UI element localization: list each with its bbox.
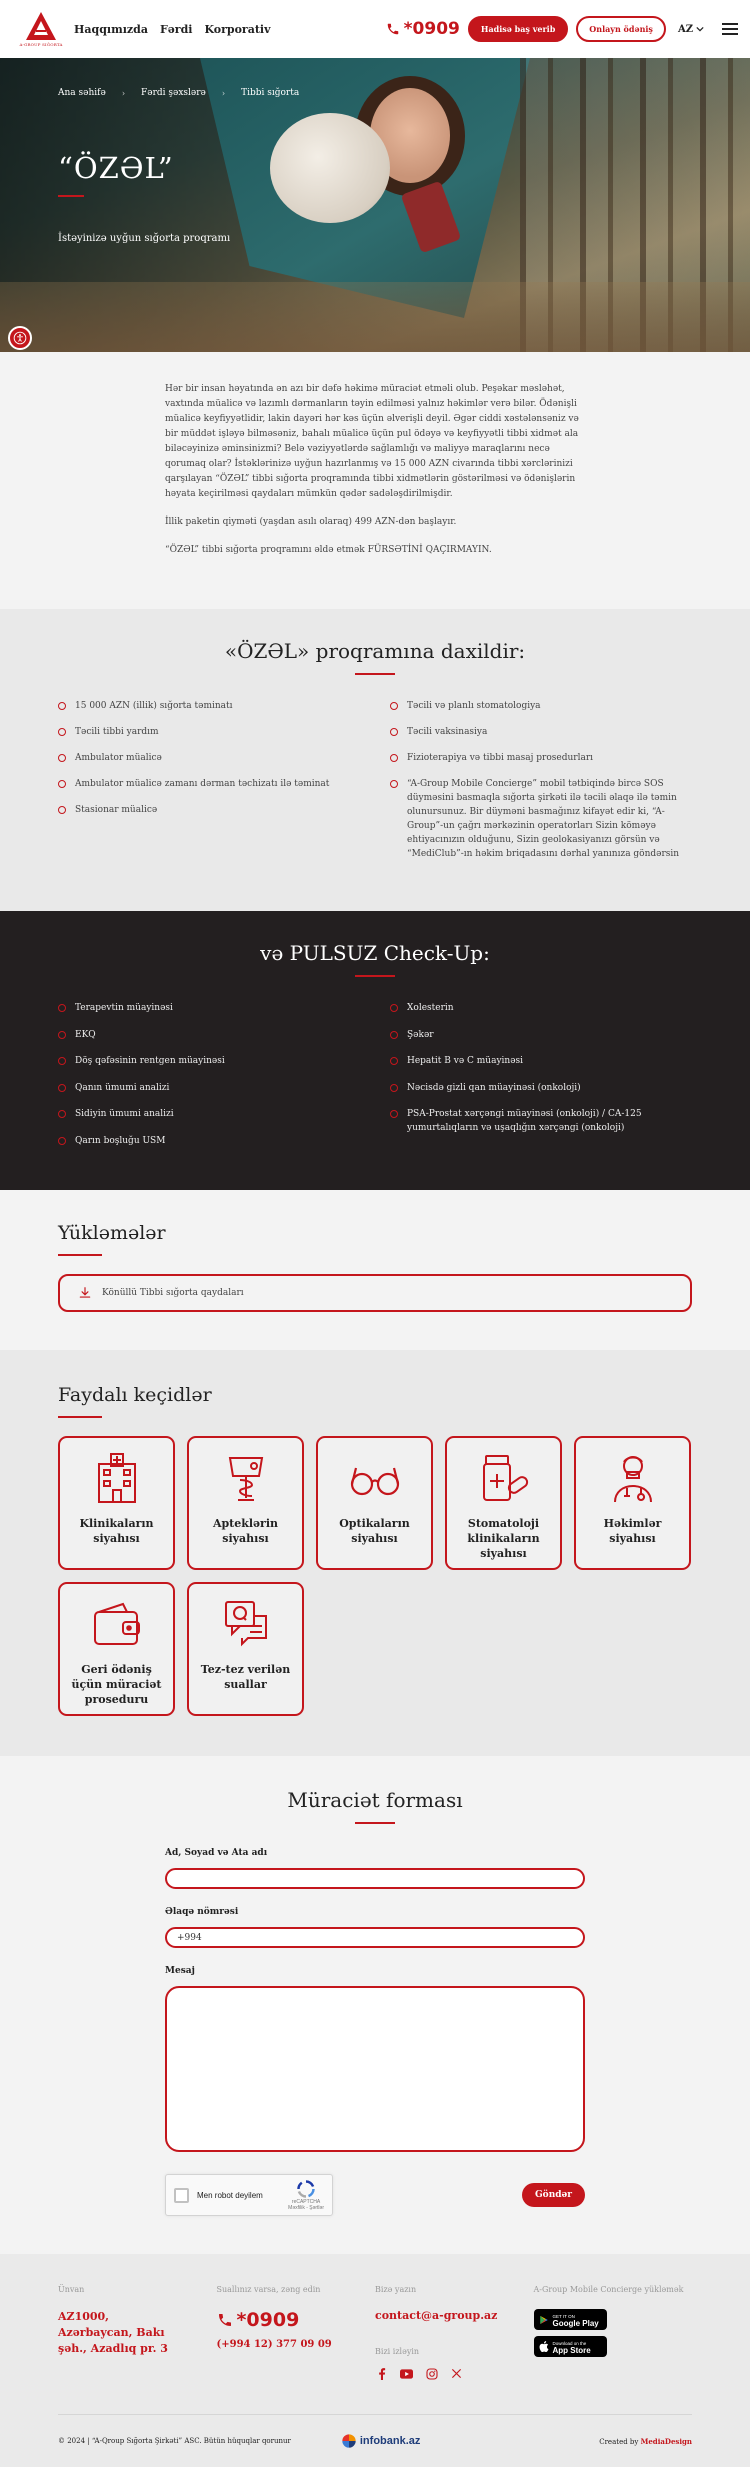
submit-button[interactable]: Göndər [522, 2183, 585, 2207]
card-label: Optikaların siyahısı [339, 1517, 410, 1545]
card-label: Tez-tez verilən suallar [200, 1663, 291, 1691]
hero-banner [0, 58, 750, 352]
breadcrumb-current: Tibbi sığorta [241, 88, 300, 98]
page-subtitle: İstəyinizə uyğun sığorta proqramı [58, 233, 231, 244]
breadcrumb-separator-icon: › [121, 88, 126, 98]
recaptcha-terms[interactable]: Məxfilik - Şərtlər [288, 2205, 324, 2211]
intro-cta: “ÖZƏL” tibbi sığorta proqramını əldə etmək FÜRSƏTİNİ QAÇIRMAYIN. [165, 545, 492, 555]
accessibility-icon [13, 331, 27, 345]
name-input[interactable] [165, 1868, 585, 1889]
created-by-link[interactable]: MediaDesign [640, 2436, 692, 2446]
google-play-small: GET IT ON [552, 2313, 575, 2319]
card-pharmacies[interactable] [187, 1436, 304, 1570]
app-store-big: App Store [552, 2345, 591, 2355]
card-label: Stomatoloji klinikaların siyahısı [467, 1517, 540, 1560]
form-actions [165, 2174, 585, 2216]
social-links [375, 2367, 534, 2380]
infobank-text: infobank.az [359, 2435, 421, 2447]
downloads-section [0, 1190, 750, 1350]
language-selector[interactable] [678, 24, 704, 35]
list-item: Təcili vaksinasiya [390, 725, 692, 739]
footer-write-title: Bizə yazın [375, 2285, 417, 2294]
footer-phone[interactable] [217, 2309, 376, 2331]
app-store-small: Download on the [552, 2340, 587, 2346]
title-underline [58, 1254, 102, 1256]
pharmacy-icon [218, 1450, 274, 1506]
recaptcha-icon [296, 2179, 316, 2199]
footer-columns [58, 2284, 692, 2415]
footer-questions-title: Suallınız varsa, zəng edin [216, 2285, 321, 2294]
created-by-prefix: Created by [599, 2437, 639, 2446]
intro-price: İllik paketin qiyməti (yaşdan asılı olaraq) 499 AZN-dən başlayır. [165, 517, 457, 527]
recaptcha-brand: reCAPTCHA [291, 2199, 321, 2205]
title-underline [355, 1822, 395, 1824]
footer-address-title: Ünvan [58, 2285, 85, 2294]
hero-content [58, 58, 299, 244]
phone-icon [217, 2312, 233, 2328]
useful-links-grid [58, 1436, 692, 1716]
footer-contact-col [375, 2284, 534, 2380]
medicine-icon [476, 1450, 532, 1506]
phone-label: Əlaqə nömrəsi [165, 1907, 239, 1917]
includes-left-list [58, 699, 360, 873]
list-item: Terapevtin müayinəsi [58, 1001, 360, 1015]
list-item: Qarın boşluğu USM [58, 1134, 360, 1148]
checkup-section [0, 911, 750, 1190]
card-label: Həkimlər siyahısı [603, 1517, 662, 1545]
hospital-icon [89, 1450, 145, 1506]
google-play-button[interactable] [534, 2309, 607, 2330]
card-label: Apteklərin siyahısı [212, 1517, 279, 1545]
checkup-left-list [58, 1001, 360, 1160]
google-play-icon [539, 2315, 549, 2325]
list-item: EKQ [58, 1028, 360, 1042]
form-title: Müraciət forması [287, 1788, 463, 1812]
name-label: Ad, Soyad və Ata adı [165, 1848, 268, 1858]
footer-phone-number: *0909 [236, 2309, 300, 2331]
instagram-icon[interactable] [425, 2367, 438, 2380]
youtube-icon[interactable] [400, 2367, 413, 2380]
footer-app-col [534, 2284, 693, 2380]
card-label: Geri ödəniş üçün müraciət proseduru [71, 1663, 162, 1706]
list-item: Hepatit B və C müayinəsi [390, 1054, 692, 1068]
list-item: Ambulator müalicə zamanı dərman təchizatı ilə təminat [58, 777, 360, 791]
header-phone-number: *0909 [403, 19, 460, 39]
list-item: PSA-Prostat xərçəngi müayinəsi (onkoloji) / CA-125 yumurtalıqların və uşaqlığın xərçəngi (onkoloji) [390, 1107, 692, 1135]
list-item: Sidiyin ümumi analizi [58, 1107, 360, 1121]
includes-section [0, 609, 750, 911]
useful-links-title: Faydalı keçidlər [58, 1384, 212, 1406]
includes-title: «ÖZƏL» proqramına daxildir: [224, 639, 526, 663]
download-link[interactable] [58, 1274, 692, 1312]
card-doctors[interactable] [574, 1436, 691, 1570]
recaptcha-label: Men robot deyilem [197, 2190, 263, 2200]
message-textarea[interactable] [165, 1986, 585, 2152]
language-value: AZ [677, 23, 693, 35]
card-label: Klinikaların siyahısı [79, 1517, 154, 1545]
footer-email[interactable]: contact@a-group.az [375, 2309, 498, 2322]
list-item: Ambulator müalicə [58, 751, 360, 765]
intro-paragraph: Hər bir insan həyatında ən azı bir dəfə həkimə müraciət etməli olub. Peşəkar məsləhət, vaxtında müalicə və lazımlı dərmanların təyin edilməsi yalnız həkimlər verə bilər. Ödənişli müalicə keyfiyyətlidir, lakin dayəri hər kəs üçün əlverişli deyil. Əgər ciddi xəstələnsəniz və bir müddət işləyə bilməsəniz, bahalı müalicə üçün pul ödəyə və keyfiyyətli tibbi xidmət ala biləcəyinizə əminsinizmi? Belə vəziyyətlərdə sağlamlığı və maliyyə maraqlarını necə qorumaq olar? İstəklərinizə uyğun hazırlanmış və 15 000 AZN civarında tibbi xərclərinizi qarşılayan “ÖZƏL” tibbi sığorta proqramında tibbi xidmətlərin göstərilməsi və ödənişlərin həyata keçirilməsi qaydaları mümkün qədər sadələşdirilmişdir. [165, 384, 579, 499]
checkup-list [58, 1001, 692, 1160]
logo-icon [25, 11, 57, 41]
title-underline [355, 673, 395, 675]
breadcrumb-home[interactable]: Ana səhifə [58, 88, 106, 98]
recaptcha-logo [288, 2179, 324, 2211]
incident-button[interactable]: Hadisə baş verib [468, 16, 568, 42]
google-play-big: Google Play [552, 2318, 599, 2328]
header-actions [386, 16, 738, 42]
header-phone[interactable] [386, 19, 460, 39]
infobank-icon [341, 2433, 357, 2449]
list-item: Qanın ümumi analizi [58, 1081, 360, 1095]
facebook-icon[interactable] [375, 2367, 388, 2380]
doctor-icon [605, 1450, 661, 1506]
site-footer [0, 2254, 750, 2467]
infobank-logo[interactable] [341, 2433, 421, 2449]
footer-phone-landline[interactable]: (+994 12) 377 09 09 [216, 2339, 332, 2350]
recaptcha-widget [165, 2174, 333, 2216]
includes-list [58, 699, 692, 873]
list-item: Təcili tibbi yardım [58, 725, 360, 739]
nav-individual[interactable]: Fərdi [159, 22, 193, 36]
copyright: © 2024 | “A-Qroup Sığorta Şirkəti” ASC. Bütün hüquqlar qorunur [58, 2437, 291, 2445]
list-item: Şəkər [390, 1028, 692, 1042]
footer-follow-title: Bizi izləyin [375, 2347, 420, 2356]
nav-corporate[interactable]: Korporativ [204, 22, 271, 36]
useful-links-section [0, 1350, 750, 1756]
download-file-name: Könüllü Tibbi sığorta qaydaları [102, 1288, 244, 1298]
accessibility-button[interactable] [8, 326, 32, 350]
breadcrumb-individual[interactable]: Fərdi şəxslərə [141, 88, 206, 98]
breadcrumb-separator-icon: › [221, 88, 226, 98]
download-icon [78, 1286, 92, 1300]
footer-phone-col [217, 2284, 376, 2380]
wallet-icon [89, 1596, 145, 1652]
card-dental-clinics[interactable] [445, 1436, 562, 1570]
site-header [0, 0, 750, 58]
card-faq[interactable] [187, 1582, 304, 1716]
breadcrumb [58, 88, 299, 98]
page-title: “ÖZƏL” [58, 151, 174, 185]
list-item: 15 000 AZN (illik) sığorta təminatı [58, 699, 360, 713]
title-underline [58, 195, 84, 197]
list-item: Xolesterin [390, 1001, 692, 1015]
chevron-down-icon [696, 25, 704, 33]
logo[interactable] [19, 7, 63, 51]
card-clinics[interactable] [58, 1436, 175, 1570]
menu-icon[interactable] [722, 23, 738, 35]
recaptcha-checkbox[interactable] [174, 2188, 189, 2203]
faq-icon [218, 1596, 274, 1652]
intro-section [0, 352, 750, 609]
nav-about[interactable]: Haqqımızda [74, 22, 148, 36]
footer-app-title: A-Group Mobile Concierge yükləmək [533, 2285, 684, 2294]
footer-bottom-bar [58, 2415, 692, 2467]
card-refund-procedure[interactable] [58, 1582, 175, 1716]
checkup-right-list [390, 1001, 692, 1160]
phone-input[interactable]: +994 [165, 1927, 585, 1948]
list-item: Döş qəfəsinin rentgen müayinəsi [58, 1054, 360, 1068]
checkup-title: və PULSUZ Check-Up: [260, 941, 490, 965]
card-optics[interactable] [316, 1436, 433, 1570]
logo-text: A-GROUP SIĞORTA [19, 42, 63, 47]
phone-icon [386, 22, 400, 36]
list-item: Nəcisdə gizli qan müayinəsi (onkoloji) [390, 1081, 692, 1095]
title-underline [355, 975, 395, 977]
x-twitter-icon[interactable] [450, 2367, 463, 2380]
title-underline [58, 1416, 102, 1418]
glasses-icon [347, 1450, 403, 1506]
message-label: Mesaj [165, 1966, 195, 1976]
includes-right-list [390, 699, 692, 873]
list-item: Stasionar müalicə [58, 803, 360, 817]
footer-address-col [58, 2284, 217, 2380]
apple-icon [539, 2341, 549, 2352]
hero-image-ground [0, 282, 750, 352]
list-item: “A-Group Mobile Concierge” mobil tətbiqində bircə SOS düyməsini basmaqla sığorta şirkəti ilə təcili əlaqə ilə təmin olunursunuz. Bir düyməni basmağınız kifayət edir ki, “A-Group”-un çağrı mərkəzinin operatorları Sizin köməyə ehtiyacınızın olduğunu, Sizin geolokasiyanızı görsün və “MediClub”-ın həkim briqadasını dərhal yanınıza göndərsin [390, 777, 692, 861]
list-item: Fizioterapiya və tibbi masaj prosedurları [390, 751, 692, 765]
online-payment-button[interactable]: Onlayn ödəniş [576, 16, 666, 42]
created-by [599, 2437, 692, 2446]
main-nav [74, 23, 271, 36]
application-form [0, 1756, 750, 2254]
footer-address: AZ1000, Azərbaycan, Bakı şəh., Azadlıq pr. 3 [58, 2310, 168, 2355]
app-store-button[interactable] [534, 2336, 607, 2357]
downloads-title: Yükləmələr [58, 1222, 166, 1244]
list-item: Təcili və planlı stomatologiya [390, 699, 692, 713]
